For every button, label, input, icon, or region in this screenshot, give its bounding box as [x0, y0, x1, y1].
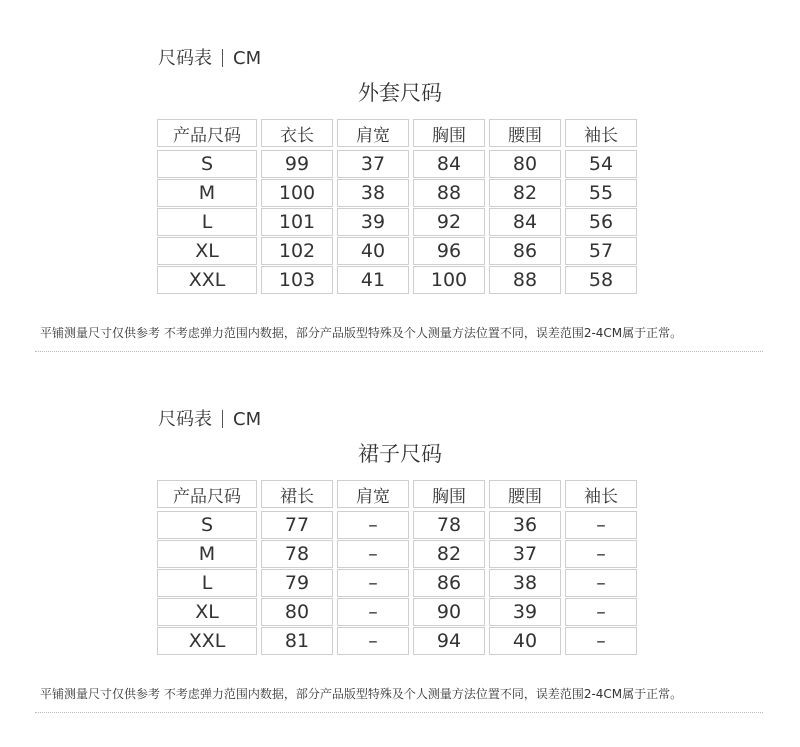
- table-cell: 58: [565, 266, 637, 294]
- heading-label: 尺码表: [158, 48, 212, 69]
- size-label-cell: L: [157, 569, 257, 597]
- table-cell: 88: [413, 179, 485, 207]
- table-header-cell: 产品尺码: [157, 119, 257, 147]
- size-label-cell: XXL: [157, 266, 257, 294]
- size-label-cell: M: [157, 540, 257, 568]
- table-header-cell: 衣长: [261, 119, 333, 147]
- table-cell: 100: [261, 179, 333, 207]
- table-cell: 57: [565, 237, 637, 265]
- table-cell: 78: [413, 511, 485, 539]
- size-label-cell: S: [157, 511, 257, 539]
- table-header-cell: 袖长: [565, 119, 637, 147]
- size-chart-heading: [158, 405, 261, 431]
- table-cell: 96: [413, 237, 485, 265]
- table-cell: 82: [489, 179, 561, 207]
- table-header-cell: 腰围: [489, 119, 561, 147]
- table-header-cell: 肩宽: [337, 119, 409, 147]
- table-cell: –: [337, 627, 409, 655]
- table-cell: 84: [489, 208, 561, 236]
- table-cell: 37: [337, 150, 409, 178]
- size-label-cell: M: [157, 179, 257, 207]
- table-cell: –: [337, 540, 409, 568]
- table-header-cell: 胸围: [413, 480, 485, 508]
- table-title: 裙子尺码: [358, 442, 442, 466]
- table-cell: 41: [337, 266, 409, 294]
- size-chart-heading: [158, 44, 261, 70]
- table-title: 外套尺码: [358, 81, 442, 105]
- table-cell: 86: [413, 569, 485, 597]
- dotted-divider: [35, 351, 763, 352]
- measurement-note: 平铺测量尺寸仅供参考 不考虑弹力范围内数据，部分产品版型特殊及个人测量方法位置不同，误差范围2-4CM属于正常。: [40, 687, 683, 701]
- table-cell: 92: [413, 208, 485, 236]
- table-cell: 80: [261, 598, 333, 626]
- table-header-cell: 腰围: [489, 480, 561, 508]
- table-cell: 80: [489, 150, 561, 178]
- heading-unit: CM: [233, 409, 262, 430]
- table-cell: 86: [489, 237, 561, 265]
- table-cell: 94: [413, 627, 485, 655]
- heading-separator: [222, 410, 223, 428]
- table-cell: –: [565, 598, 637, 626]
- table-cell: 40: [489, 627, 561, 655]
- table-cell: –: [337, 598, 409, 626]
- table-cell: 102: [261, 237, 333, 265]
- heading-label: 尺码表: [158, 409, 212, 430]
- table-cell: 36: [489, 511, 561, 539]
- dotted-divider: [35, 712, 763, 713]
- size-label-cell: XXL: [157, 627, 257, 655]
- table-cell: 55: [565, 179, 637, 207]
- table-cell: 82: [413, 540, 485, 568]
- table-cell: 79: [261, 569, 333, 597]
- table-cell: 100: [413, 266, 485, 294]
- measurement-note: 平铺测量尺寸仅供参考 不考虑弹力范围内数据，部分产品版型特殊及个人测量方法位置不同，误差范围2-4CM属于正常。: [40, 326, 683, 340]
- table-header-cell: 裙长: [261, 480, 333, 508]
- table-header-cell: 肩宽: [337, 480, 409, 508]
- table-cell: –: [565, 569, 637, 597]
- table-cell: –: [565, 540, 637, 568]
- table-cell: 40: [337, 237, 409, 265]
- table-cell: 38: [489, 569, 561, 597]
- heading-unit: CM: [233, 48, 262, 69]
- table-header-cell: 袖长: [565, 480, 637, 508]
- table-cell: 88: [489, 266, 561, 294]
- size-label-cell: L: [157, 208, 257, 236]
- table-cell: 39: [489, 598, 561, 626]
- table-cell: 99: [261, 150, 333, 178]
- table-cell: 90: [413, 598, 485, 626]
- table-cell: –: [565, 627, 637, 655]
- size-label-cell: XL: [157, 598, 257, 626]
- table-cell: –: [337, 511, 409, 539]
- size-label-cell: S: [157, 150, 257, 178]
- table-cell: 84: [413, 150, 485, 178]
- table-header-cell: 胸围: [413, 119, 485, 147]
- size-label-cell: XL: [157, 237, 257, 265]
- table-cell: 37: [489, 540, 561, 568]
- table-cell: –: [565, 511, 637, 539]
- table-cell: –: [337, 569, 409, 597]
- table-cell: 56: [565, 208, 637, 236]
- table-cell: 101: [261, 208, 333, 236]
- table-cell: 38: [337, 179, 409, 207]
- table-cell: 78: [261, 540, 333, 568]
- table-cell: 54: [565, 150, 637, 178]
- table-header-cell: 产品尺码: [157, 480, 257, 508]
- table-cell: 103: [261, 266, 333, 294]
- table-cell: 39: [337, 208, 409, 236]
- heading-separator: [222, 49, 223, 67]
- table-cell: 77: [261, 511, 333, 539]
- table-cell: 81: [261, 627, 333, 655]
